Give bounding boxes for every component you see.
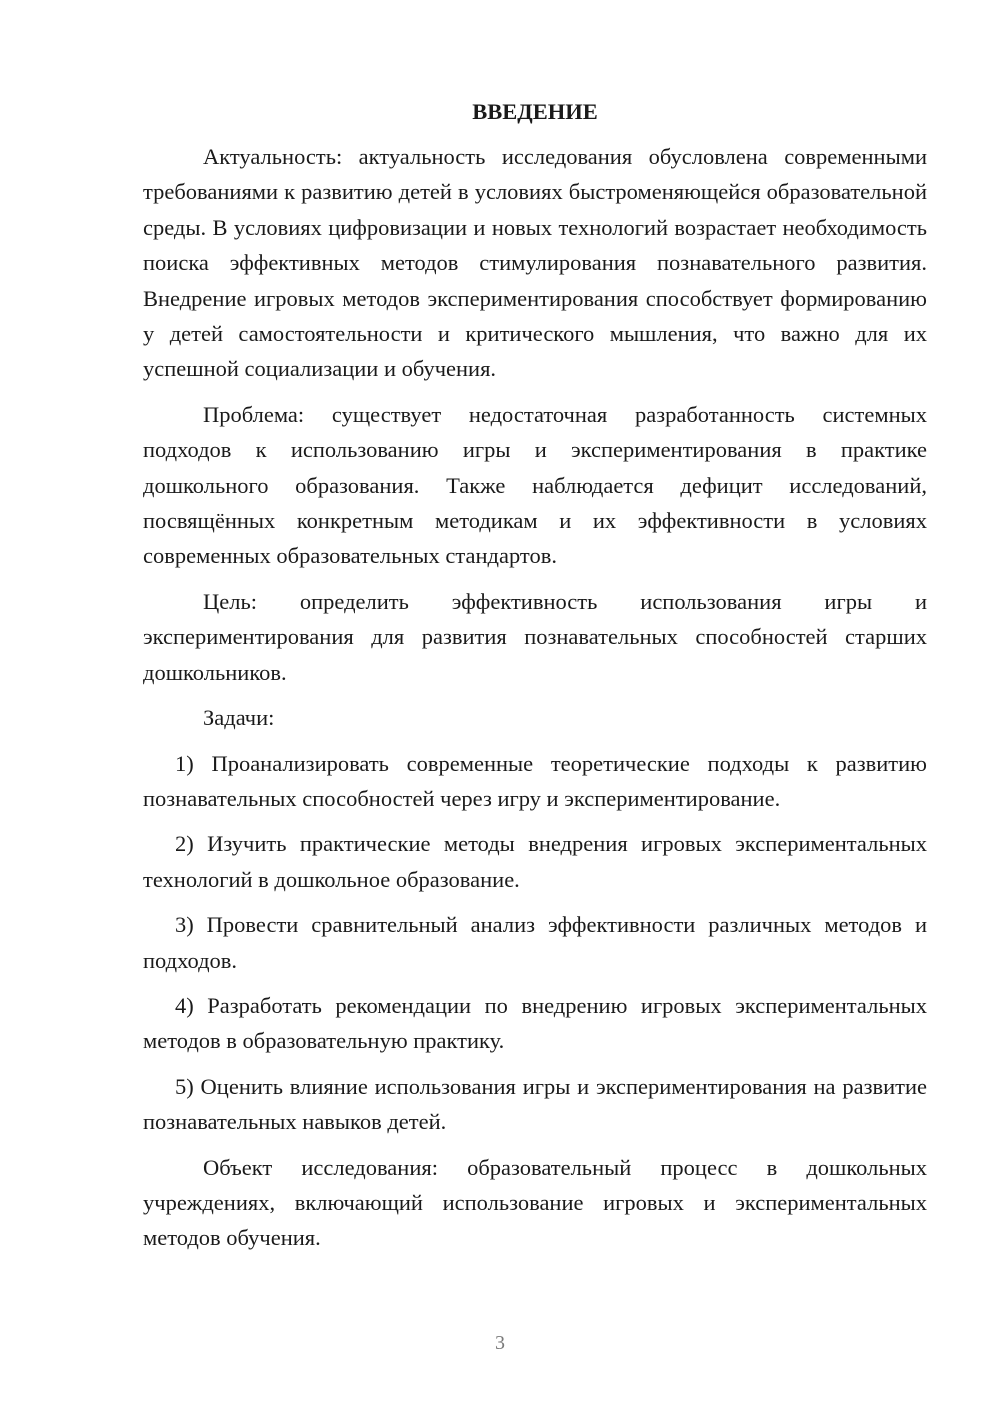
problem-paragraph: Проблема: существует недостаточная разработанность системных подходов к использованию игры и экспериментирования в практике дошкольного образования. Также наблюдается дефицит исследований, посвящённых конкретным методикам и их эффективности в условиях современных образовательных стандартов.: [143, 401, 927, 569]
object-paragraph: Объект исследования: образовательный процесс в дошкольных учреждениях, включающий использование игровых и экспериментальных методов обучения.: [143, 1154, 927, 1251]
task-item: 3) Провести сравнительный анализ эффективности различных методов и подходов.: [143, 912, 927, 973]
task-item: 4) Разработать рекомендации по внедрению игровых экспериментальных методов в образовательную практику.: [143, 992, 927, 1054]
task-item: 2) Изучить практические методы внедрения игровых экспериментальных технологий в дошкольное образование.: [143, 831, 927, 892]
page-content: [143, 94, 927, 1256]
section-heading: ВВЕДЕНИЕ: [472, 99, 598, 124]
task-item: 1) Проанализировать современные теоретические подходы к развитию познавательных способностей через игру и экспериментирование.: [143, 750, 927, 811]
goal-paragraph: Цель: определить эффективность использования игры и экспериментирования для развития познавательных способностей старших дошкольников.: [143, 588, 927, 685]
tasks-label: Задачи:: [203, 705, 275, 731]
relevance-paragraph: Актуальность: актуальность исследования обусловлена современными требованиями к развитию детей в условиях быстроменяющейся образовательной среды. В условиях цифровизации и новых технологий возрастает необходимость поиска эффективных методов стимулирования познавательного развития. Внедрение игровых методов экспериментирования способствует формированию у детей самостоятельности и критического мышления, что важно для их успешной социализации и обучения.: [143, 144, 927, 382]
task-item: 5) Оценить влияние использования игры и экспериментирования на развитие познавательных навыков детей.: [143, 1073, 927, 1135]
page-number: 3: [495, 1332, 505, 1354]
